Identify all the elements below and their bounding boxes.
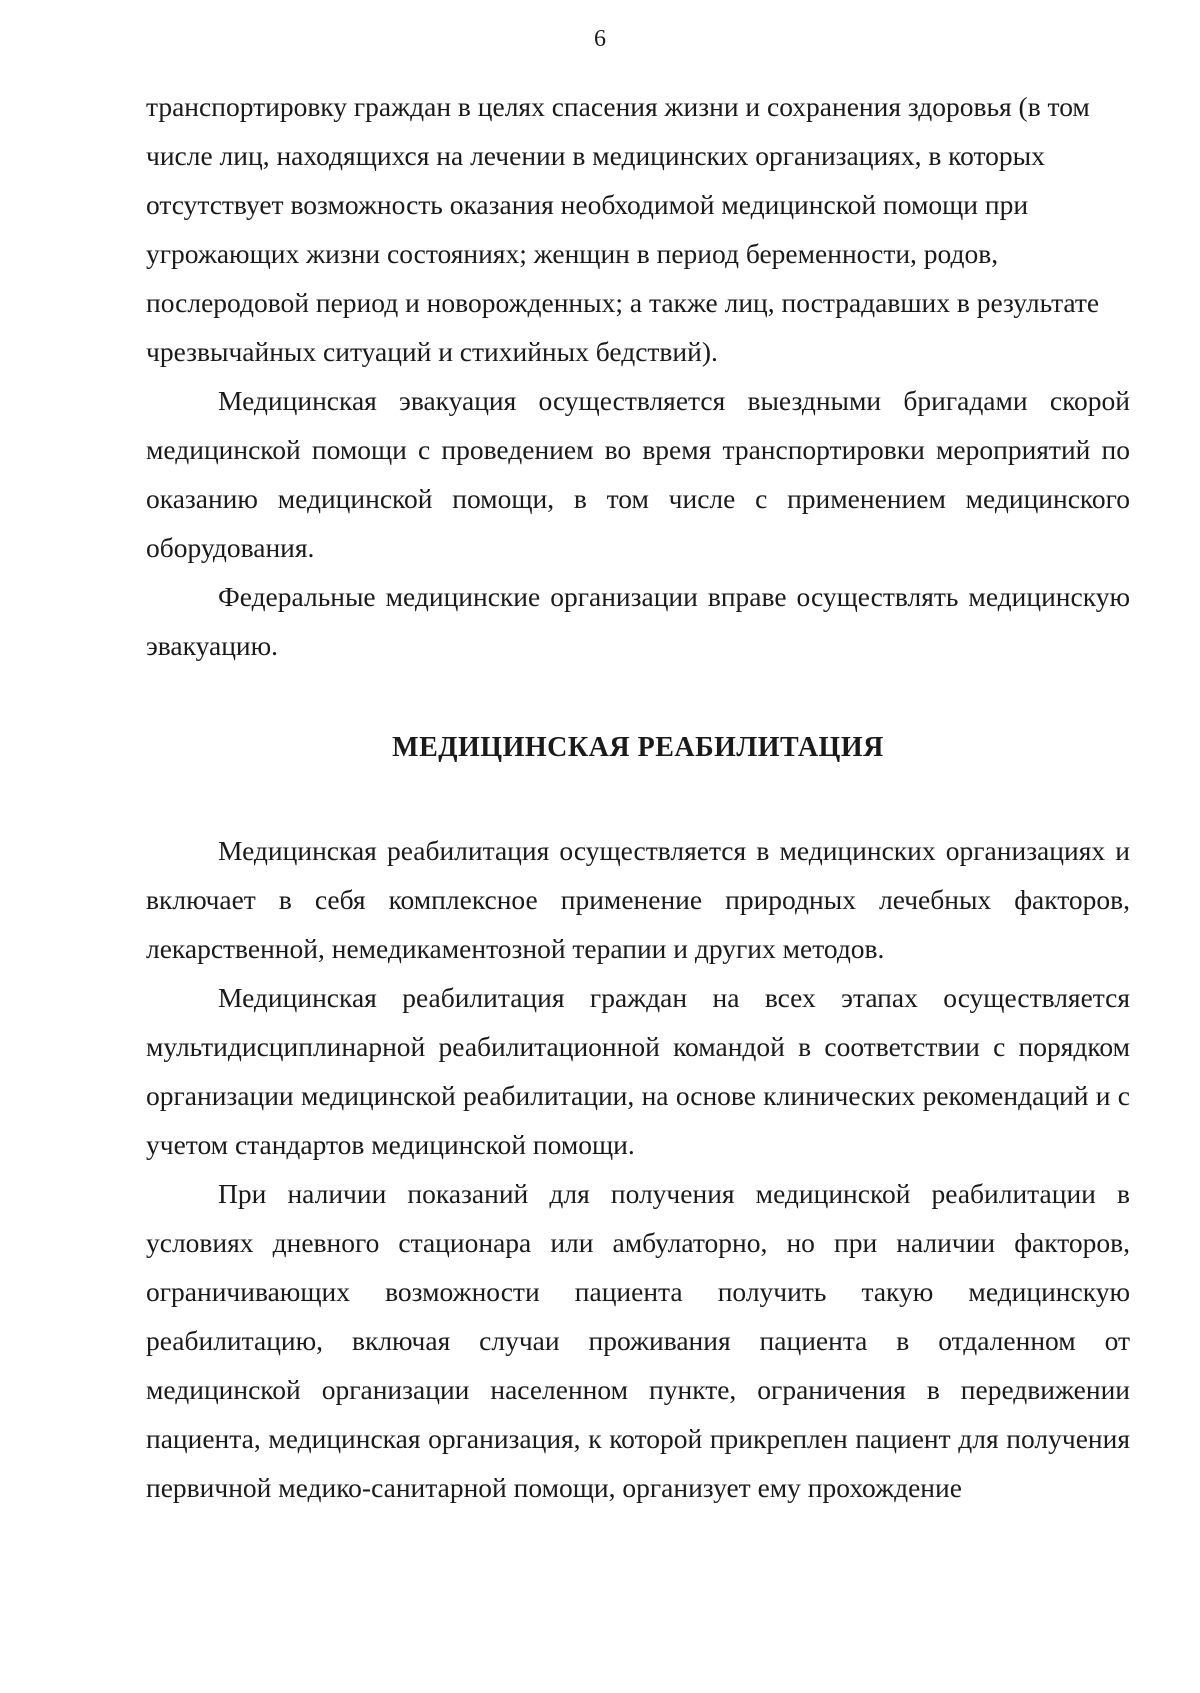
- document-body: [146, 82, 1130, 1512]
- paragraph-continued-tail: чрезвычайных ситуаций и стихийных бедствий).: [146, 336, 718, 367]
- paragraph-rehabilitation-1: Медицинская реабилитация осуществляется в медицинских организациях и включает в себя комплексное применение природных лечебных факторов, лекарственной, немедикаментозной терапии и других методов.: [146, 835, 1130, 964]
- paragraph-rehabilitation-3: При наличии показаний для получения медицинской реабилитации в условиях дневного стационара или амбулаторно, но при наличии факторов, ограничивающих возможности пациента получить такую медицинскую реабилитацию, включая случаи проживания пациента в отдаленном от медицинской организации населенном пункте, ограничения в передвижении пациента, медицинская организация, к которой прикреплен пациент для получения первичной медико-санитарной помощи, организует ему прохождение: [146, 1178, 1130, 1503]
- paragraph-continued: транспортировку граждан в целях спасения жизни и сохранения здоровья (в том числе лиц, находящихся на лечении в медицинских организациях, в которых отсутствует возможность оказания необходимой медицинской помощи при угрожающих жизни состояниях; женщин в период беременности, родов, послеродовой период и новорожденных; а также лиц, пострадавших в результате: [146, 91, 1100, 318]
- paragraph-medical-evacuation: Медицинская эвакуация осуществляется выездными бригадами скорой медицинской помощи с проведением во время транспортировки мероприятий по оказанию медицинской помощи, в том числе с применением медицинского оборудования.: [146, 385, 1130, 563]
- section-heading-rehabilitation: МЕДИЦИНСКАЯ РЕАБИЛИТАЦИЯ: [392, 732, 884, 763]
- paragraph-rehabilitation-2: Медицинская реабилитация граждан на всех этапах осуществляется мультидисциплинарной реабилитационной командой в соответствии с порядком организации медицинской реабилитации, на основе клинических рекомендаций и с учетом стандартов медицинской помощи.: [146, 982, 1130, 1160]
- page-number: 6: [594, 26, 606, 52]
- paragraph-federal-organizations: Федеральные медицинские организации вправе осуществлять медицинскую эвакуацию.: [146, 581, 1130, 661]
